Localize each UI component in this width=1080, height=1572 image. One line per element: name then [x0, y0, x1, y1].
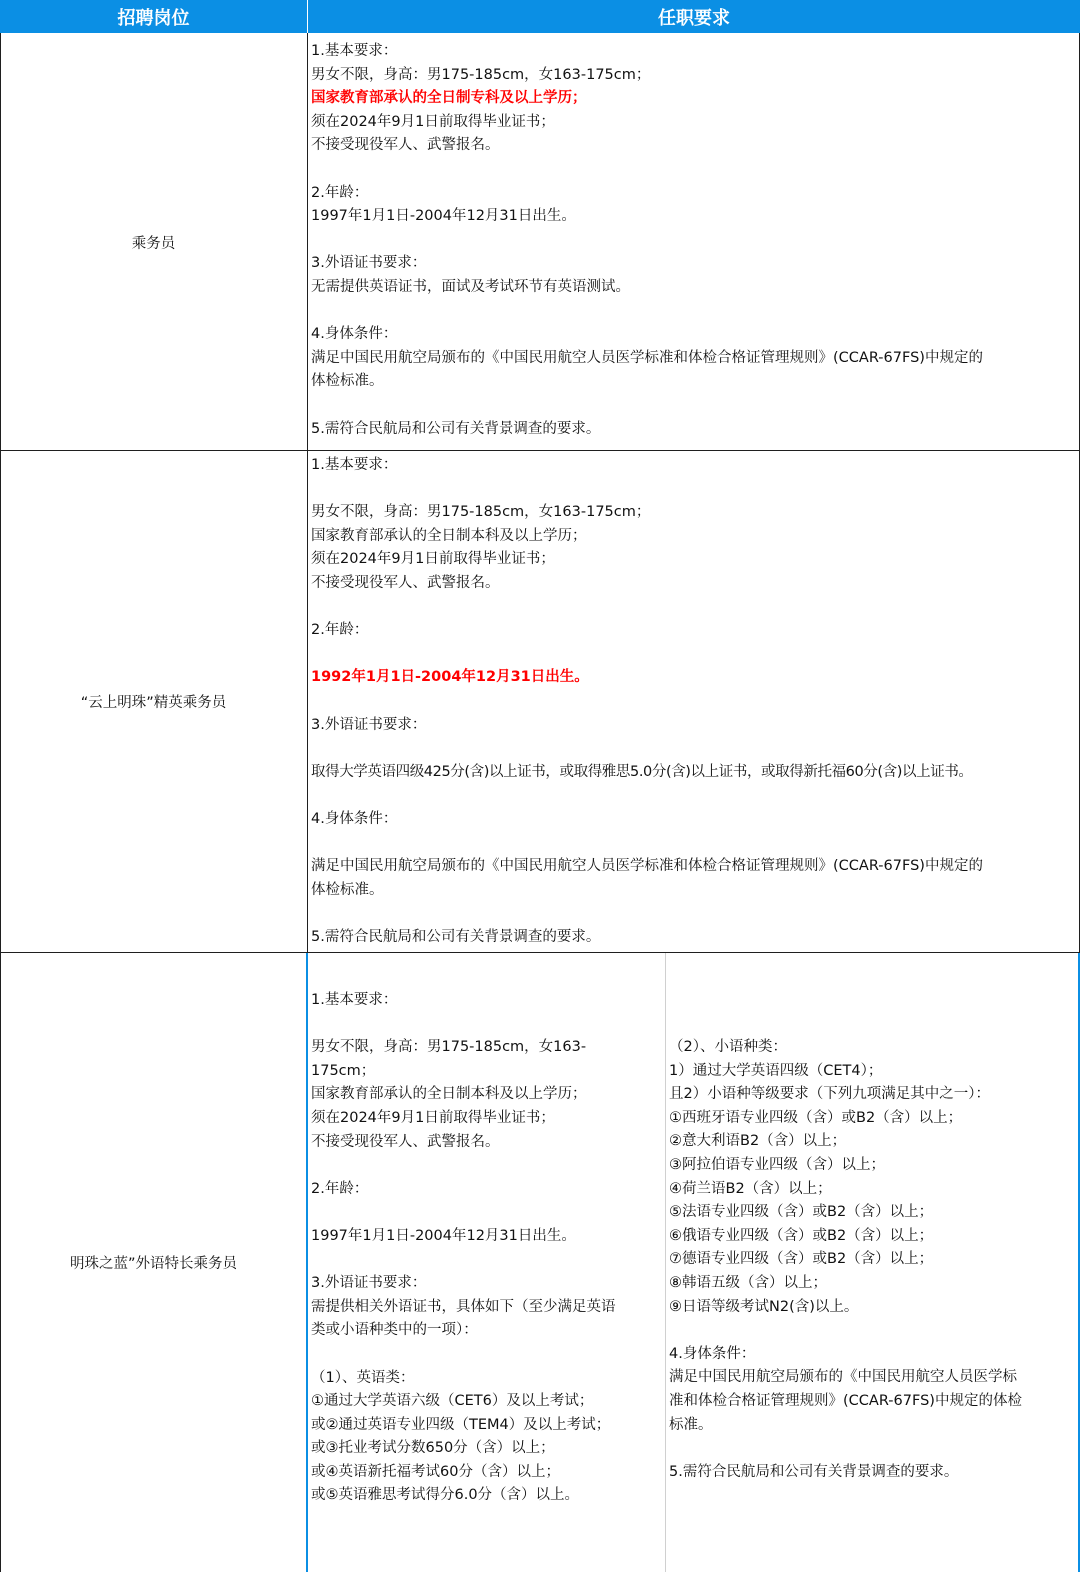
requirements-cell: [311, 40, 1076, 441]
req-line: ①通过大学英语六级（CET6）及以上考试；: [311, 1393, 594, 1410]
requirements-cell: [311, 454, 1076, 949]
req-line: 1.基本要求：: [311, 992, 398, 1008]
req-line: 5.需符合民航局和公司有关背景调查的要求。: [669, 1463, 959, 1480]
req-line: （1）、英语类：: [311, 1369, 415, 1386]
req-line: 须在2024年9月1日前取得毕业证书；: [311, 551, 555, 568]
req-line: 2.年龄：: [311, 622, 369, 639]
req-line: 类或小语种类中的一项）：: [311, 1322, 478, 1339]
req-line: 不接受现役军人、武警报名。: [311, 1133, 500, 1150]
req-line: 1.基本要求：: [311, 457, 398, 473]
req-line: ⑤法语专业四级（含）或B2（含）以上；: [669, 1204, 934, 1221]
req-line: 或⑤英语雅思考试得分6.0分（含）以上。: [311, 1487, 580, 1504]
req-line: 体检标准。: [311, 373, 384, 390]
req-line: 男女不限，身高：男175-185cm，女163-: [311, 1039, 587, 1056]
req-line: 175cm；: [311, 1062, 376, 1079]
req-line: 男女不限，身高：男175-185cm，女163-175cm；: [311, 504, 651, 521]
req-line: 5.需符合民航局和公司有关背景调查的要求。: [311, 420, 601, 437]
req-line: ⑥俄语专业四级（含）或B2（含）以上；: [669, 1227, 934, 1244]
requirements-cell-left: [311, 989, 661, 1508]
header-requirements: 任职要求: [308, 0, 1080, 33]
req-line: 标准。: [669, 1416, 713, 1433]
req-line: 男女不限，身高：男175-185cm，女163-175cm；: [311, 66, 651, 83]
req-line: 不接受现役军人、武警报名。: [311, 137, 500, 154]
req-line: 3.外语证书要求：: [311, 1275, 427, 1292]
req-line: 或④英语新托福考试60分（含）以上；: [311, 1463, 560, 1480]
req-line: 体检标准。: [311, 881, 384, 898]
column-divider: [307, 33, 308, 953]
req-line: 无需提供英语证书，面试及考试环节有英语测试。: [311, 278, 630, 295]
req-line: 不接受现役军人、武警报名。: [311, 574, 500, 591]
req-line: 2.年龄：: [311, 184, 369, 201]
req-line: 4.身体条件：: [669, 1345, 756, 1362]
req-line: 需提供相关外语证书，具体如下（至少满足英语: [311, 1298, 616, 1315]
req-line: 满足中国民用航空局颁布的《中国民用航空人员医学标准和体检合格证管理规则》(CCAR-67FS)中规定的: [311, 349, 983, 366]
req-line: ⑨日语等级考试N2(含)以上。: [669, 1298, 859, 1315]
req-line-highlight: 1992年1月1日-2004年12月31日出生。: [311, 669, 589, 686]
req-line: 或②通过英语专业四级（TEM4）及以上考试；: [311, 1416, 611, 1433]
req-line: 1997年1月1日-2004年12月31日出生。: [311, 1227, 576, 1244]
req-line-highlight: 国家教育部承认的全日制专科及以上学历；: [311, 90, 587, 107]
req-line: ②意大利语B2（含）以上；: [669, 1133, 847, 1150]
req-line: 3.外语证书要求：: [311, 255, 427, 272]
req-line: 4.身体条件：: [311, 810, 398, 827]
row3-inner-divider: [665, 953, 666, 1572]
requirements-cell-right: [669, 1036, 1075, 1484]
req-line: ⑦德语专业四级（含）或B2（含）以上；: [669, 1251, 934, 1268]
req-line: ④荷兰语B2（含）以上；: [669, 1180, 832, 1197]
req-line: 满足中国民用航空局颁布的《中国民用航空人员医学标: [669, 1369, 1017, 1386]
req-line: 国家教育部承认的全日制本科及以上学历；: [311, 1086, 587, 1103]
req-line: 2.年龄：: [311, 1180, 369, 1197]
req-line: 准和体检合格证管理规则》(CCAR-67FS)中规定的体检: [669, 1392, 1022, 1409]
req-line: ③阿拉伯语专业四级（含）以上；: [669, 1156, 885, 1173]
header-position: 招聘岗位: [0, 0, 307, 33]
position-cell: 明珠之蓝”外语特长乘务员: [69, 1256, 237, 1272]
req-line: 须在2024年9月1日前取得毕业证书；: [311, 1109, 555, 1126]
req-line: 1）通过大学英语四级（CET4）；: [669, 1062, 883, 1079]
req-line: 取得大学英语四级425分(含)以上证书，或取得雅思5.0分(含)以上证书，或取得新托福60分(含)以上证书。: [311, 763, 973, 780]
req-line: 4.身体条件：: [311, 326, 398, 343]
req-line: 国家教育部承认的全日制本科及以上学历；: [311, 527, 587, 544]
req-line: 满足中国民用航空局颁布的《中国民用航空人员医学标准和体检合格证管理规则》(CCAR-67FS)中规定的: [311, 858, 983, 875]
req-line: ⑧韩语五级（含）以上；: [669, 1274, 827, 1291]
req-line: 或③托业考试分数650分（含）以上；: [311, 1440, 555, 1457]
req-line: 1.基本要求：: [311, 43, 398, 59]
position-cell: 乘务员: [131, 235, 176, 252]
req-line: 3.外语证书要求：: [311, 716, 427, 733]
req-line: 1997年1月1日-2004年12月31日出生。: [311, 208, 576, 225]
req-line: ①西班牙语专业四级（含）或B2（含）以上；: [669, 1109, 963, 1126]
position-cell: “云上明珠”精英乘务员: [80, 695, 227, 711]
req-line: 且2）小语种等级要求（下列九项满足其中之一）：: [669, 1086, 990, 1103]
req-line: 5.需符合民航局和公司有关背景调查的要求。: [311, 928, 601, 945]
req-line: 须在2024年9月1日前取得毕业证书；: [311, 113, 555, 130]
req-line: （2）、小语种类：: [669, 1039, 787, 1055]
